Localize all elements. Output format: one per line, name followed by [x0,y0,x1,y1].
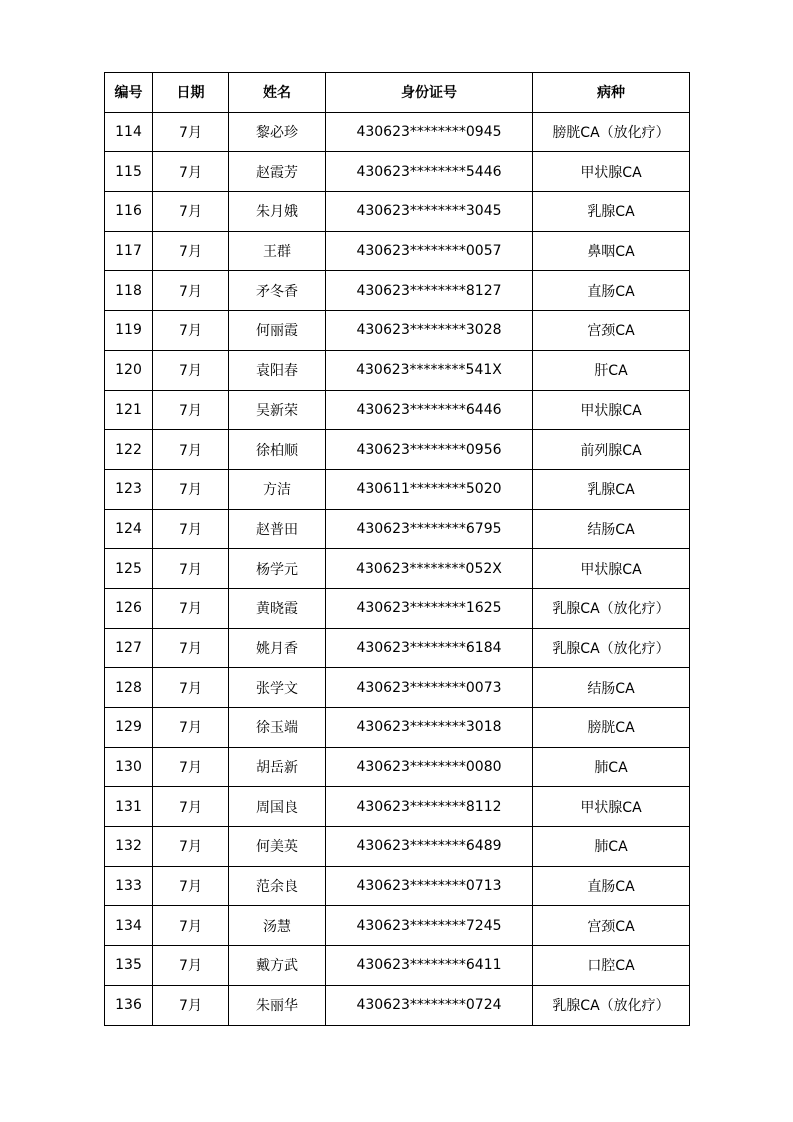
cell-number: 117 [105,231,153,271]
cell-name: 周国良 [229,787,326,827]
cell-disease: 乳腺CA（放化疗） [533,628,690,668]
table-row [105,311,690,351]
cell-name: 徐柏顺 [229,430,326,470]
cell-id-number: 430623********0080 [326,747,533,787]
cell-number: 115 [105,152,153,192]
cell-number: 123 [105,469,153,509]
table-row [105,430,690,470]
cell-id-number: 430623********6411 [326,946,533,986]
cell-disease: 乳腺CA（放化疗） [533,985,690,1025]
cell-name: 矛冬香 [229,271,326,311]
cell-name: 袁阳春 [229,350,326,390]
cell-date: 7月 [153,152,229,192]
cell-id-number: 430623********3028 [326,311,533,351]
table-row [105,866,690,906]
cell-number: 129 [105,708,153,748]
cell-date: 7月 [153,985,229,1025]
cell-name: 黎必珍 [229,112,326,152]
cell-disease: 肺CA [533,827,690,867]
cell-number: 122 [105,430,153,470]
cell-id-number: 430623********8112 [326,787,533,827]
cell-name: 汤慧 [229,906,326,946]
cell-date: 7月 [153,469,229,509]
cell-disease: 甲状腺CA [533,152,690,192]
cell-id-number: 430623********0073 [326,668,533,708]
cell-disease: 口腔CA [533,946,690,986]
table-row [105,469,690,509]
cell-name: 徐玉端 [229,708,326,748]
cell-date: 7月 [153,271,229,311]
cell-disease: 膀胱CA [533,708,690,748]
cell-disease: 前列腺CA [533,430,690,470]
cell-date: 7月 [153,747,229,787]
table-row [105,588,690,628]
cell-date: 7月 [153,827,229,867]
cell-number: 126 [105,588,153,628]
table-row [105,708,690,748]
cell-id-number: 430623********6446 [326,390,533,430]
cell-name: 方洁 [229,469,326,509]
table-body [105,112,690,1025]
cell-date: 7月 [153,906,229,946]
cell-id-number: 430623********6795 [326,509,533,549]
cell-number: 120 [105,350,153,390]
table-row [105,390,690,430]
cell-name: 王群 [229,231,326,271]
cell-id-number: 430623********6184 [326,628,533,668]
cell-name: 张学文 [229,668,326,708]
table-row [105,112,690,152]
cell-number: 130 [105,747,153,787]
table-row [105,747,690,787]
cell-name: 朱丽华 [229,985,326,1025]
cell-id-number: 430611********5020 [326,469,533,509]
cell-date: 7月 [153,231,229,271]
cell-disease: 宫颈CA [533,906,690,946]
cell-name: 何丽霞 [229,311,326,351]
cell-disease: 直肠CA [533,271,690,311]
cell-date: 7月 [153,350,229,390]
cell-id-number: 430623********0057 [326,231,533,271]
header-row [105,73,690,113]
header-id-number: 身份证号 [326,73,533,113]
cell-date: 7月 [153,588,229,628]
cell-date: 7月 [153,311,229,351]
header-disease: 病种 [533,73,690,113]
cell-id-number: 430623********0724 [326,985,533,1025]
cell-number: 119 [105,311,153,351]
cell-date: 7月 [153,787,229,827]
cell-date: 7月 [153,628,229,668]
cell-disease: 膀胱CA（放化疗） [533,112,690,152]
table-row [105,985,690,1025]
cell-number: 128 [105,668,153,708]
cell-name: 黄晓霞 [229,588,326,628]
cell-number: 118 [105,271,153,311]
cell-number: 135 [105,946,153,986]
cell-disease: 结肠CA [533,668,690,708]
cell-id-number: 430623********3045 [326,192,533,232]
cell-name: 赵普田 [229,509,326,549]
cell-id-number: 430623********541X [326,350,533,390]
table-row [105,628,690,668]
cell-date: 7月 [153,549,229,589]
cell-disease: 甲状腺CA [533,549,690,589]
cell-date: 7月 [153,509,229,549]
cell-disease: 结肠CA [533,509,690,549]
cell-disease: 鼻咽CA [533,231,690,271]
header-number: 编号 [105,73,153,113]
table-row [105,152,690,192]
cell-disease: 甲状腺CA [533,787,690,827]
cell-number: 121 [105,390,153,430]
cell-date: 7月 [153,112,229,152]
cell-number: 133 [105,866,153,906]
cell-date: 7月 [153,708,229,748]
cell-number: 132 [105,827,153,867]
cell-id-number: 430623********0713 [326,866,533,906]
cell-date: 7月 [153,192,229,232]
cell-id-number: 430623********5446 [326,152,533,192]
cell-number: 116 [105,192,153,232]
cell-disease: 肝CA [533,350,690,390]
cell-number: 125 [105,549,153,589]
table-row [105,231,690,271]
cell-disease: 肺CA [533,747,690,787]
cell-id-number: 430623********1625 [326,588,533,628]
cell-number: 124 [105,509,153,549]
table-row [105,192,690,232]
cell-id-number: 430623********0945 [326,112,533,152]
cell-disease: 甲状腺CA [533,390,690,430]
header-name: 姓名 [229,73,326,113]
table-row [105,271,690,311]
cell-name: 杨学元 [229,549,326,589]
cell-id-number: 430623********8127 [326,271,533,311]
cell-id-number: 430623********7245 [326,906,533,946]
cell-name: 戴方武 [229,946,326,986]
cell-name: 朱月娥 [229,192,326,232]
cell-name: 范余良 [229,866,326,906]
table-row [105,787,690,827]
cell-number: 114 [105,112,153,152]
cell-id-number: 430623********0956 [326,430,533,470]
cell-name: 姚月香 [229,628,326,668]
cell-date: 7月 [153,866,229,906]
cell-date: 7月 [153,390,229,430]
table-row [105,827,690,867]
table-row [105,906,690,946]
cell-name: 胡岳新 [229,747,326,787]
table-row [105,350,690,390]
table-row [105,946,690,986]
cell-disease: 宫颈CA [533,311,690,351]
cell-id-number: 430623********3018 [326,708,533,748]
table-row [105,549,690,589]
cell-disease: 乳腺CA（放化疗） [533,588,690,628]
cell-id-number: 430623********052X [326,549,533,589]
cell-name: 赵霞芳 [229,152,326,192]
cell-number: 134 [105,906,153,946]
cell-date: 7月 [153,946,229,986]
cell-number: 127 [105,628,153,668]
cell-number: 136 [105,985,153,1025]
cell-date: 7月 [153,430,229,470]
cell-name: 何美英 [229,827,326,867]
cell-date: 7月 [153,668,229,708]
table-row [105,509,690,549]
header-date: 日期 [153,73,229,113]
cell-disease: 乳腺CA [533,192,690,232]
records-table [104,72,690,1026]
cell-number: 131 [105,787,153,827]
table-row [105,668,690,708]
cell-name: 吴新荣 [229,390,326,430]
cell-id-number: 430623********6489 [326,827,533,867]
cell-disease: 直肠CA [533,866,690,906]
cell-disease: 乳腺CA [533,469,690,509]
